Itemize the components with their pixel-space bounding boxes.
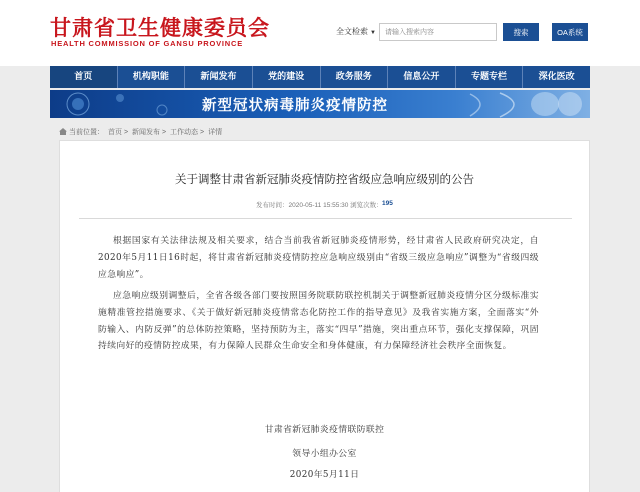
breadcrumb	[59, 127, 224, 137]
breadcrumb-separator: >	[200, 129, 205, 136]
search-scope-label: 全文检索	[336, 27, 368, 36]
site-logo-subtitle: HEALTH COMMISSION OF GANSU PROVINCE	[51, 39, 244, 48]
article-title: 关于调整甘肃省新冠肺炎疫情防控省级应急响应级别的公告	[175, 172, 474, 186]
breadcrumb-separator: >	[162, 129, 167, 136]
epidemic-banner[interactable]	[50, 90, 590, 118]
title-divider	[79, 218, 572, 219]
nav-item-reform[interactable]: 深化医改	[538, 72, 575, 82]
breadcrumb-prefix: 当前位置：	[69, 129, 104, 136]
article-panel	[59, 140, 590, 492]
breadcrumb-item-work[interactable]: 工作动态	[170, 129, 199, 136]
site-logo-title[interactable]: 甘肃省卫生健康委员会	[50, 15, 270, 40]
search-input[interactable]	[379, 23, 497, 41]
signature-org: 甘肃省新冠肺炎疫情联防联控	[264, 425, 385, 435]
nav-item-home[interactable]: 首页	[50, 66, 118, 88]
breadcrumb-item-detail: 详情	[208, 129, 223, 136]
breadcrumb-item-news[interactable]: 新闻发布	[132, 129, 160, 136]
nav-item-disclosure[interactable]: 信息公开	[388, 66, 456, 88]
site-header	[0, 0, 640, 66]
nav-item-services[interactable]: 政务服务	[321, 66, 389, 88]
nav-item-topics[interactable]: 专题专栏	[456, 66, 524, 88]
breadcrumb-separator: >	[123, 129, 129, 136]
article-meta: 发布时间：2020-05-11 15:55:30 浏览次数：	[256, 202, 383, 209]
article-paragraph: 根据国家有关法律法规及相关要求，结合当前我省新冠肺炎疫情形势，经甘肃省人民政府研究决定，自2020年5月11日16时起，将甘肃省新冠肺炎疫情防控应急响应级别由“省级三级应急响应”调整为“省级四级应急响应”。	[98, 236, 539, 280]
home-icon	[59, 128, 67, 135]
signature-date: 2020年5月11日	[289, 470, 360, 480]
search-scope-select[interactable]	[336, 24, 376, 40]
search-button[interactable]: 搜索	[503, 23, 539, 41]
nav-item-news[interactable]: 新闻发布	[185, 66, 253, 88]
oa-system-button[interactable]: OA系统	[552, 23, 588, 41]
chevron-down-icon: ▼	[370, 30, 376, 36]
banner-title: 新型冠状病毒肺炎疫情防控	[202, 98, 388, 114]
nav-item-party[interactable]: 党的建设	[253, 66, 321, 88]
nav-item-functions[interactable]: 机构职能	[118, 66, 186, 88]
main-nav	[50, 66, 590, 88]
article-paragraph: 应急响应级别调整后，全省各级各部门要按照国务院联防联控机制关于调整新冠肺炎疫情分区分级标准实施精准管控措施要求、《关于做好新冠肺炎疫情常态化防控工作的指导意见》及我省实施方案，全面落实“外防输入、内防反弹”的总体防控策略，坚持预防为主，落实“四早”措施，突出重点环节，强化支撑保障，巩固持续向好的疫情防控成果，有力保障人民群众生命安全和身体健康，有力保障经济社会秩序全面恢复。	[98, 291, 539, 352]
signature-office: 领导小组办公室	[292, 449, 357, 459]
view-count: 195	[382, 200, 393, 207]
breadcrumb-item-home[interactable]: 首页	[107, 129, 122, 136]
